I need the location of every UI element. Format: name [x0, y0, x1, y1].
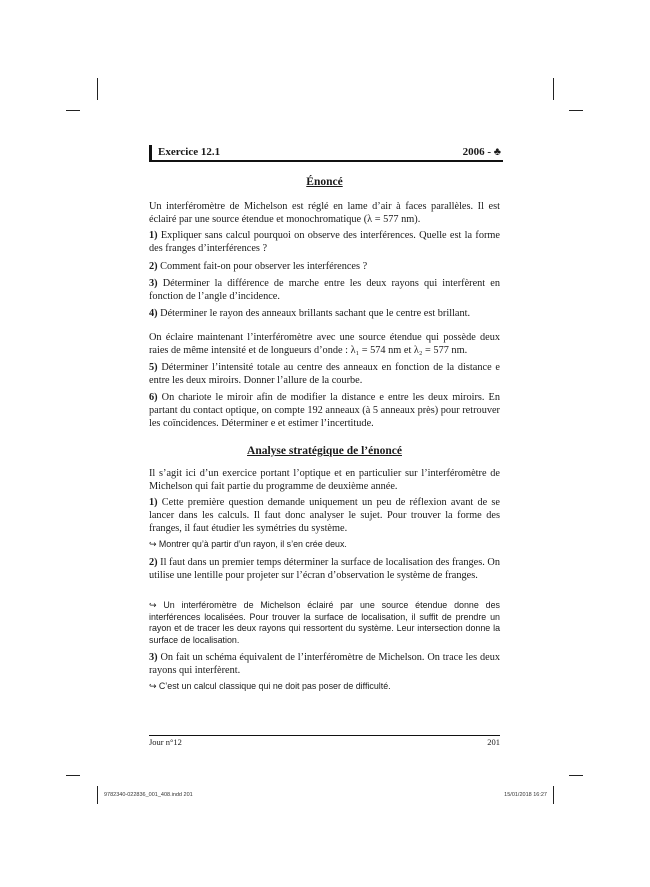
print-slug-date: 15/01/2018 16:27 — [504, 792, 547, 798]
title-text: Analyse stratégique de l’énoncé — [247, 445, 402, 457]
crop-mark — [97, 786, 98, 804]
question-3 — [149, 277, 500, 303]
question-number: 5) — [149, 362, 158, 373]
exercise-year: 2006 - ♣ — [462, 146, 501, 158]
item-text: Il faut dans un premier temps déterminer la surface de localisation des franges. On utilise une lentille pour projeter sur l’écran d’observation le système de franges. — [149, 557, 500, 581]
section-title-analyse — [149, 445, 500, 457]
section-title-enonce — [149, 176, 500, 188]
page-number: 201 — [487, 737, 500, 747]
question-number: 1) — [149, 230, 158, 241]
question-5 — [149, 361, 500, 387]
page-footer — [149, 735, 500, 747]
analyse-item-3 — [149, 651, 500, 677]
print-slug-file: 9782340-022836_001_408.indd 201 — [104, 792, 193, 798]
question-number: 4) — [149, 308, 158, 319]
crop-mark — [553, 78, 554, 100]
item-text: On fait un schéma équivalent de l’interféromètre de Michelson. On trace les deux rayons qui interfèrent. — [149, 652, 500, 676]
crop-mark — [66, 775, 80, 776]
question-text: Déterminer le rayon des anneaux brillants sachant que le centre est brillant. — [157, 308, 471, 319]
question-text: Déterminer la différence de marche entre les deux rayons qui interfèrent en fonction de l’angle d’incidence. — [149, 278, 500, 302]
analyse-hint-2: ↪ Un interféromètre de Michelson éclairé par une source étendue donne des interférences localisées. Pour trouver la surface de localisation, il suffit de prendre un rayon et de tracer les deux rayons qui ressortent du système. Leur intersection donne la surface de localisation. — [149, 600, 500, 646]
question-text: Comment fait-on pour observer les interférences ? — [157, 261, 368, 272]
enonce-intro-2: On éclaire maintenant l’interféromètre avec une source étendue qui possède deux raies de même intensité et de longueurs d’onde : λ₁ = 574 nm et λ₂ = 577 nm. — [149, 332, 500, 356]
item-number: 3) — [149, 652, 158, 663]
question-4 — [149, 307, 500, 320]
title-text: Énoncé — [306, 176, 343, 188]
footer-day: Jour n°12 — [149, 737, 182, 747]
question-text: Déterminer l’intensité totale au centre des anneaux en fonction de la distance e entre les deux miroirs. Donner l’allure de la courbe. — [149, 362, 500, 386]
question-text: On chariote le miroir afin de modifier la distance e entre les deux miroirs. En partant du contact optique, on compte 192 anneaux (à 5 anneaux près) pour retrouver les coïncidences. Déterminer e et estimer l’incertitude. — [149, 392, 500, 429]
question-6 — [149, 391, 500, 430]
crop-mark — [569, 110, 583, 111]
item-number: 2) — [149, 557, 158, 568]
analyse-intro: Il s’agit ici d’un exercice portant l’optique et en particulier sur l’interféromètre de Michelson qui fait partie du programme de deuxième année. — [149, 468, 500, 492]
question-1 — [149, 229, 500, 255]
exercise-header — [149, 145, 503, 162]
analyse-item-2 — [149, 556, 500, 582]
analyse-item-1 — [149, 496, 500, 535]
question-number: 2) — [149, 261, 158, 272]
exercise-number: Exercice 12.1 — [158, 146, 221, 158]
question-2 — [149, 260, 500, 273]
question-number: 3) — [149, 278, 158, 289]
analyse-hint-1: ↪ Montrer qu’à partir d’un rayon, il s’en crée deux. — [149, 539, 347, 549]
enonce-intro: Un interféromètre de Michelson est réglé en lame d’air à faces parallèles. Il est éclairé par une source étendue et monochromatique (λ = 577 nm). — [149, 201, 500, 225]
question-number: 6) — [149, 392, 158, 403]
crop-mark — [97, 78, 98, 100]
item-text: Cette première question demande uniquement un peu de réflexion avant de se lancer dans les calculs. Il faut donc analyser le sujet. Pour trouver la forme des franges, il faut étudier les symétries du système. — [149, 497, 500, 534]
crop-mark — [66, 110, 80, 111]
item-number: 1) — [149, 497, 158, 508]
crop-mark — [553, 786, 554, 804]
analyse-hint-3: ↪ C’est un calcul classique qui ne doit pas poser de difficulté. — [149, 681, 391, 691]
question-text: Expliquer sans calcul pourquoi on observe des interférences. Quelle est la forme des franges d’interférences ? — [149, 230, 500, 254]
crop-mark — [569, 775, 583, 776]
